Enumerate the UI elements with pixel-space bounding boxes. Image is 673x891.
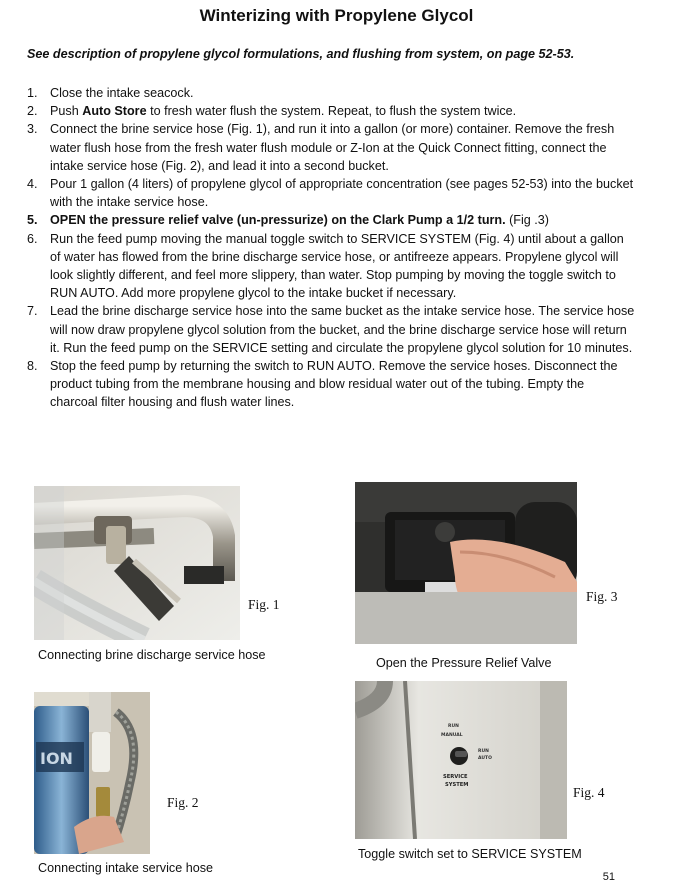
- step-item: [27, 84, 635, 102]
- step-number: 8.: [27, 359, 38, 374]
- steps-list: [27, 84, 635, 412]
- step-item: [27, 175, 635, 211]
- step-item: [27, 357, 635, 412]
- page-title: Winterizing with Propylene Glycol: [199, 6, 474, 25]
- step-number: 3.: [27, 122, 38, 137]
- panel-label-run: RUN: [448, 724, 459, 729]
- step-bold-text: Auto Store: [82, 104, 147, 119]
- step-text: Close the intake seacock.: [50, 86, 194, 100]
- step-number: 4.: [27, 177, 38, 192]
- step-number: 6.: [27, 231, 38, 246]
- svg-text:ION: ION: [40, 749, 73, 768]
- fig2-photo: [34, 692, 150, 854]
- panel-label-run-auto-2: AUTO: [478, 756, 492, 761]
- intro-note: See description of propylene glycol formulations, and flushing from system, on page 52-53.: [27, 47, 575, 61]
- step-item: [27, 230, 635, 303]
- fig2-label: Fig. 2: [167, 795, 199, 810]
- fig3-label: Fig. 3: [586, 589, 618, 604]
- step-number: 5.: [27, 213, 38, 228]
- step-item: [27, 211, 635, 229]
- step-text: Pour 1 gallon (4 liters) of propylene glycol of appropriate concentration (see pages 52-53) into the bucket with the intake service hose.: [50, 177, 634, 210]
- fig1-photo: [34, 486, 240, 640]
- step-number: 7.: [27, 304, 38, 319]
- step-item: [27, 102, 635, 120]
- step-item: [27, 302, 635, 357]
- step-bold-text: OPEN the pressure relief valve (un-pressurize) on the Clark Pump a 1/2 turn.: [50, 213, 506, 228]
- fig1-label: Fig. 1: [248, 597, 280, 612]
- step-item: [27, 120, 635, 175]
- panel-label-manual: MANUAL: [441, 733, 463, 738]
- fig3-caption: Open the Pressure Relief Valve: [376, 656, 552, 670]
- step-text: Lead the brine discharge service hose into the same bucket as the intake service hose. The service hose will now draw propylene glycol solution from the bucket, and the brine discharge service hose will return it. Run the feed pump on the SERVICE setting and circulate the propylene glycol solution for 10 minutes.: [50, 304, 635, 355]
- fig1-caption: Connecting brine discharge service hose: [38, 648, 266, 662]
- fig2-caption: Connecting intake service hose: [38, 861, 214, 875]
- step-text: Stop the feed pump by returning the switch to RUN AUTO. Remove the service hoses. Disconnect the product tubing from the membrane housing and blow residual water out of the tubing. Empty the charcoal filter housing and flush water lines.: [50, 359, 618, 410]
- fig4-label: Fig. 4: [573, 785, 605, 800]
- page-number: 51: [602, 871, 615, 883]
- fig3-photo: [355, 482, 577, 644]
- panel-label-run-auto-1: RUN: [478, 749, 489, 754]
- step-text: Push: [50, 104, 83, 119]
- fig4-caption: Toggle switch set to SERVICE SYSTEM: [358, 847, 582, 861]
- fig4-photo: [355, 681, 567, 839]
- panel-label-service: SERVICE: [443, 774, 468, 780]
- step-number: 1.: [27, 86, 38, 100]
- step-text-tail: (Fig .3): [505, 213, 549, 228]
- step-text-tail: to fresh water flush the system. Repeat, to flush the system twice.: [146, 104, 517, 119]
- step-number: 2.: [27, 104, 38, 119]
- step-text: Run the feed pump moving the manual toggle switch to SERVICE SYSTEM (Fig. 4) until about a gallon of water has flowed from the brine discharge service hose, or antifreeze appears. Propylene glycol will look slightly different, and feel more slippery, than water. Stop pumping by moving the toggle switch to RUN AUTO. Add more propylene glycol to the intake bucket if necessary.: [50, 231, 624, 301]
- step-text: Connect the brine service hose (Fig. 1), and run it into a gallon (or more) container. Remove the fresh water flush hose from the fresh water flush module or Z-Ion at the Quick Connect fitting, connect the intake service hose (Fig. 2), and lead it into a second bucket.: [50, 122, 615, 173]
- panel-label-system: SYSTEM: [445, 782, 469, 788]
